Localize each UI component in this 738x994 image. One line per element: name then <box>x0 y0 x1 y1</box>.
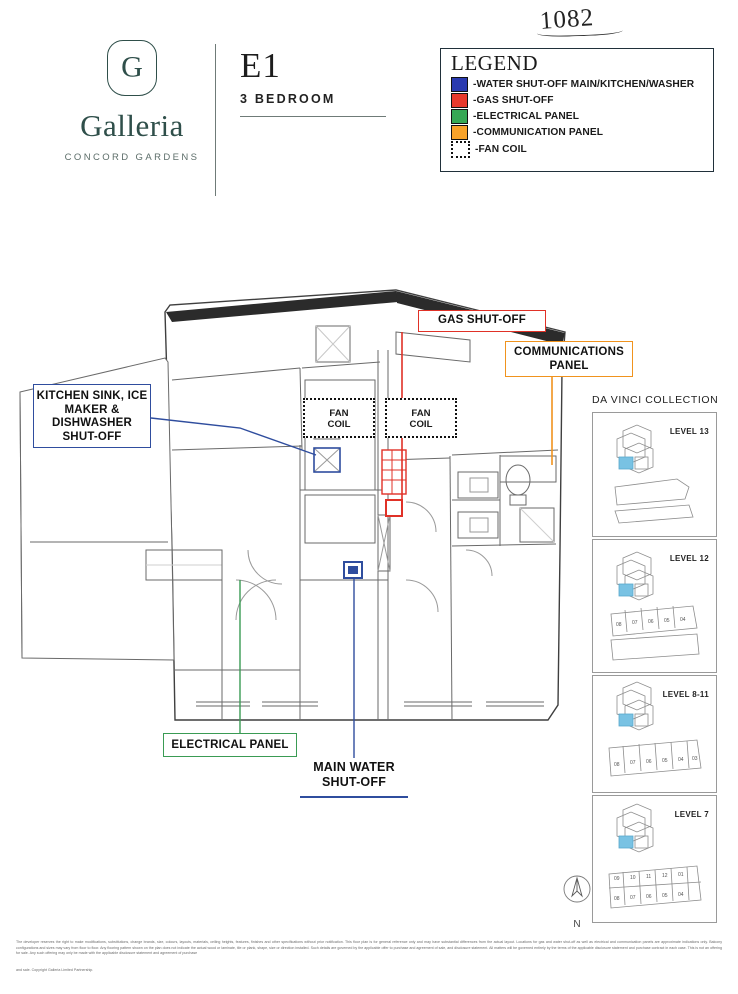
callout-kitchen-line4: SHUT-OFF <box>62 430 122 443</box>
compass-north-label: N <box>573 919 581 930</box>
svg-text:11: 11 <box>646 874 652 880</box>
callout-kitchen-line2: MAKER & <box>64 403 120 416</box>
legend-label-gas: -GAS SHUT-OFF <box>473 95 554 106</box>
legend-title: LEGEND <box>451 51 538 75</box>
legend-label-water: -WATER SHUT-OFF MAIN/KITCHEN/WASHER <box>473 79 695 90</box>
keyplan-card-level-13 <box>592 412 717 537</box>
svg-text:07: 07 <box>630 895 636 901</box>
legend-swatch-water <box>451 77 468 92</box>
callout-main-water-shutoff <box>300 758 408 798</box>
svg-text:07: 07 <box>632 620 638 626</box>
disclaimer-text: The developer reserves the right to make modifications, substitutions, change brands, size, colours, layouts, materials, ceiling heights, features, finishes and other specifications without prior notification. This floor plan is for general reference only and may have substantial differences from the actual layout. Locations for gas and water shut-off as well as electrical and communication panels are approximate indications only. Balcony configurations and sizes may vary from floor to floor. Any flooring pattern shown on the plan does not indicate the actual wood or laminate, tile or plank, shape, size or direction installed. Such details are governed by the applicable offer to purchase and agreement of sale, and disclosure statement. All matters will be governed entirely by the terms of the applicable disclosure statement and purchase contract in each case. This is not an offering for sale. Any such offering may only be made with the applicable disclosure statement and agreement of purchase <box>16 940 722 956</box>
legend-item-gas <box>451 93 713 108</box>
gas-shutoff-marker <box>386 500 402 516</box>
callout-communications-line1: COMMUNICATIONS <box>514 346 624 358</box>
callout-main-water-line1: MAIN WATER <box>313 760 395 774</box>
compass <box>560 872 594 930</box>
legend-swatch-gas <box>451 93 468 108</box>
callout-main-water-underline <box>300 796 408 798</box>
brand-name: Galleria <box>80 108 184 143</box>
svg-text:07: 07 <box>630 760 636 766</box>
svg-text:08: 08 <box>616 622 622 628</box>
keyplan-card-level-7 <box>592 795 717 923</box>
main-water-shutoff-swatch <box>348 566 358 574</box>
fan-coil-label-1 <box>303 398 375 438</box>
legend-swatch-fancoil <box>451 141 470 158</box>
unit-type: 3 BEDROOM <box>240 92 336 106</box>
svg-text:08: 08 <box>614 762 620 768</box>
svg-text:05: 05 <box>662 893 668 899</box>
callout-kitchen-line3: DISHWASHER <box>52 417 132 430</box>
legend-label-communication: -COMMUNICATION PANEL <box>473 127 604 138</box>
brand-subtitle: CONCORD GARDENS <box>64 152 200 163</box>
unit-block <box>240 46 425 117</box>
callout-main-water-line2: SHUT-OFF <box>321 774 387 789</box>
svg-text:04: 04 <box>680 617 686 623</box>
svg-text:06: 06 <box>646 894 652 900</box>
legend-label-electrical: -ELECTRICAL PANEL <box>473 111 580 122</box>
svg-text:06: 06 <box>646 759 652 765</box>
svg-text:09: 09 <box>614 876 620 882</box>
keyplan-card-level-12 <box>592 539 717 673</box>
header-divider <box>215 44 216 196</box>
keyplan-title: DA VINCI COLLECTION <box>592 394 719 406</box>
svg-text:12: 12 <box>662 873 668 879</box>
fan-coil-2-line1: FAN <box>411 408 431 419</box>
callout-communications-line2: PANEL <box>549 359 589 372</box>
callout-electrical-panel: ELECTRICAL PANEL <box>163 733 297 757</box>
callout-kitchen-line1: KITCHEN SINK, ICE <box>36 390 148 402</box>
disclaimer-text-2: and sale. Copyright Galleria Limited Partnership. <box>16 968 94 972</box>
svg-text:10: 10 <box>630 875 636 881</box>
svg-text:04: 04 <box>678 757 684 763</box>
svg-text:03: 03 <box>692 756 698 762</box>
svg-text:05: 05 <box>662 758 668 764</box>
legend-item-electrical <box>451 109 713 124</box>
legend <box>440 48 714 172</box>
svg-text:06: 06 <box>648 619 654 625</box>
keyplan-label-level-12: LEVEL 12 <box>669 554 709 563</box>
svg-text:01: 01 <box>678 872 684 878</box>
legend-swatch-communication <box>451 125 468 140</box>
legend-swatch-electrical <box>451 109 468 124</box>
keyplan-label-level-13: LEVEL 13 <box>669 427 709 436</box>
fan-coil-label-2 <box>385 398 457 438</box>
legend-item-water <box>451 77 713 92</box>
keyplan-label-level-8-11: LEVEL 8-11 <box>662 690 709 699</box>
legend-item-communication <box>451 125 713 140</box>
unit-code: E1 <box>240 46 281 85</box>
legend-label-fancoil: -FAN COIL <box>475 144 527 155</box>
unit-rule <box>240 116 386 117</box>
legend-item-fancoil <box>451 141 713 158</box>
svg-text:04: 04 <box>678 892 684 898</box>
handwritten-unit-code: 1082 <box>539 4 595 35</box>
fan-coil-2-line2: COIL <box>409 419 433 431</box>
callout-kitchen-shutoff <box>33 384 151 448</box>
svg-text:05: 05 <box>664 618 670 624</box>
callout-gas-shutoff: GAS SHUT-OFF <box>418 310 546 332</box>
keyplan-label-level-7: LEVEL 7 <box>674 810 709 819</box>
brand-block <box>32 40 232 163</box>
keyplan-card-level-8-11 <box>592 675 717 793</box>
fan-coil-1-line1: FAN <box>329 408 349 419</box>
galleria-monogram-icon <box>107 40 157 96</box>
callout-communications-panel <box>505 341 633 377</box>
svg-text:08: 08 <box>614 896 620 902</box>
fan-coil-1-line2: COIL <box>327 419 351 431</box>
